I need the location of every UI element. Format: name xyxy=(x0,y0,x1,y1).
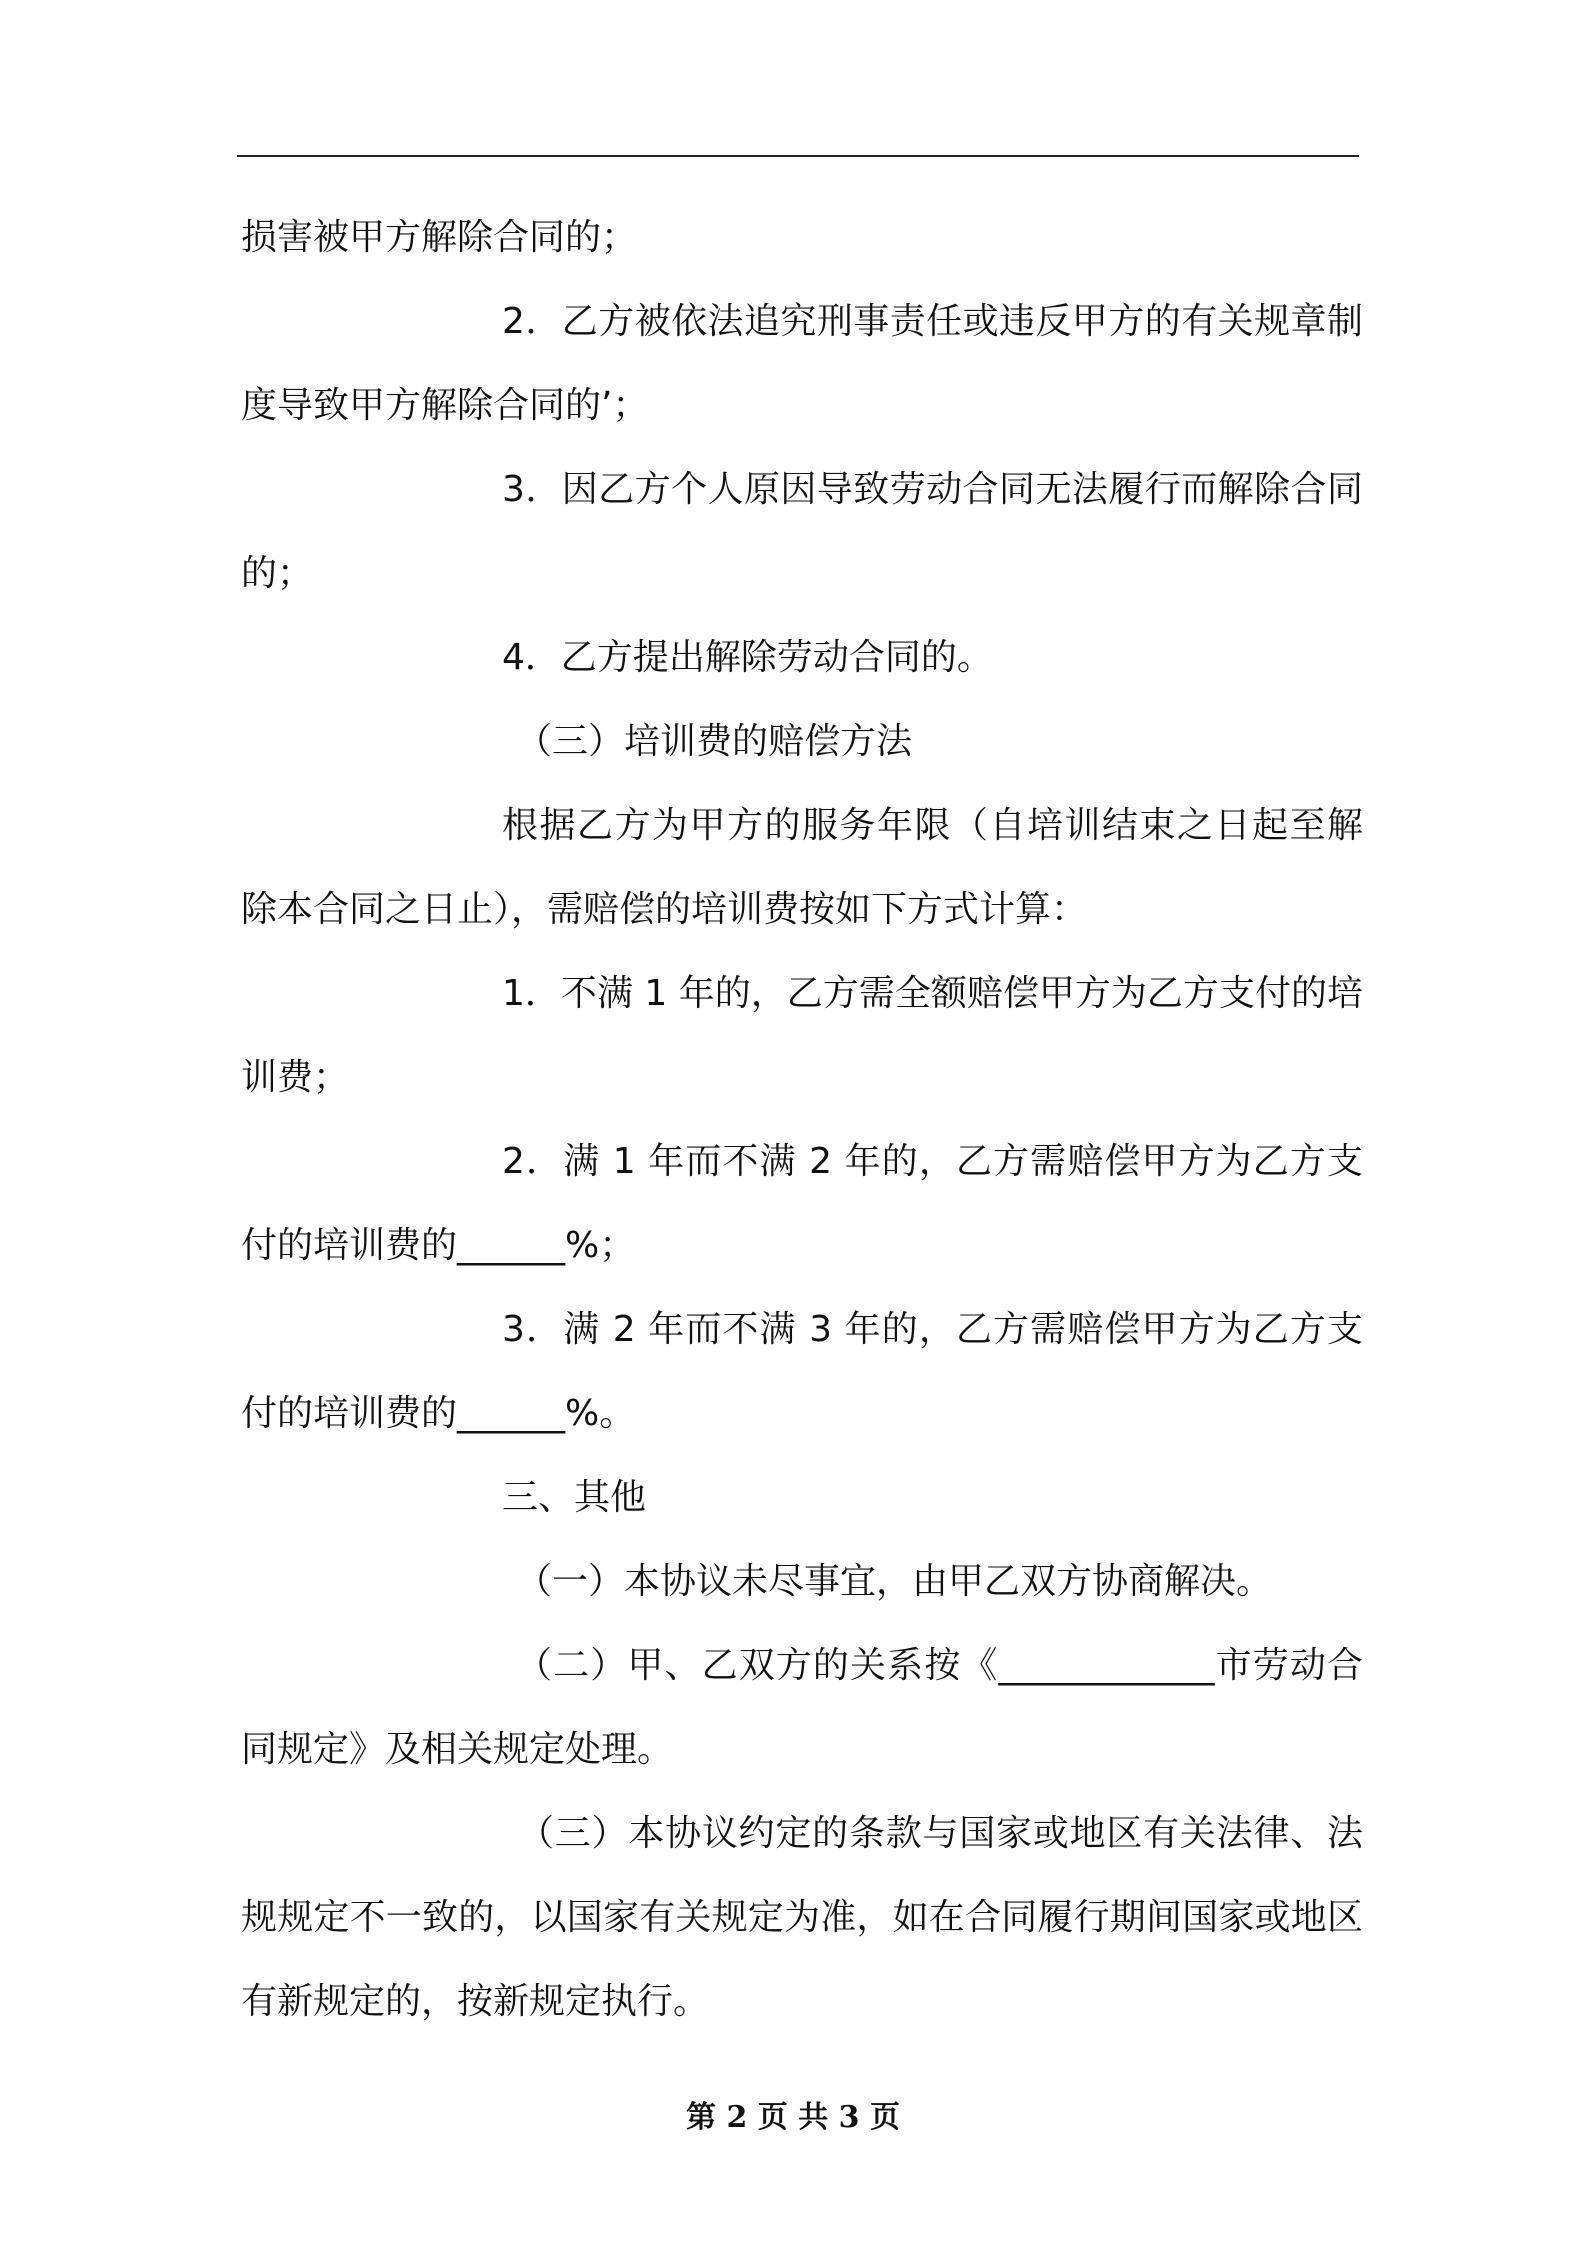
section-heading-other: 三、其他 xyxy=(502,1477,647,1518)
section-heading-compensation-method: （三）培训费的赔偿方法 xyxy=(516,721,913,762)
paragraph-item-3-personal-reason: 3．因乙方个人原因导致劳动合同无法履行而解除合同的； xyxy=(241,469,1363,594)
paragraph-rule-1-to-2-years: 2．满 1 年而不满 2 年的，乙方需赔偿甲方为乙方支付的培训费的______%； xyxy=(241,1141,1363,1266)
paragraph-item-4-resignation: 4．乙方提出解除劳动合同的。 xyxy=(502,637,993,678)
paragraph-rule-under-1-year: 1．不满 1 年的，乙方需全额赔偿甲方为乙方支付的培训费； xyxy=(241,973,1363,1098)
document-body xyxy=(241,196,1363,2044)
paragraph-other-1: （一）本协议未尽事宜，由甲乙双方协商解决。 xyxy=(516,1561,1273,1602)
paragraph-rule-2-to-3-years: 3．满 2 年而不满 3 年的，乙方需赔偿甲方为乙方支付的培训费的______%。 xyxy=(241,1309,1363,1434)
header-rule xyxy=(237,155,1359,157)
page-number-footer: 第 2 页 共 3 页 xyxy=(686,2100,900,2135)
paragraph-item-2-criminal-liability: 2．乙方被依法追究刑事责任或违反甲方的有关规章制度导致甲方解除合同的’； xyxy=(241,301,1363,426)
paragraph-other-3: （三）本协议约定的条款与国家或地区有关法律、法规规定不一致的，以国家有关规定为准，如在合同履行期间国家或地区有新规定的，按新规定执行。 xyxy=(241,1813,1363,2022)
paragraph-service-years: 根据乙方为甲方的服务年限（自培训结束之日起至解除本合同之日止），需赔偿的培训费按如下方式计算： xyxy=(241,805,1363,930)
paragraph-continuation: 损害被甲方解除合同的； xyxy=(241,217,638,258)
paragraph-other-2: （二）甲、乙双方的关系按《____________市劳动合同规定》及相关规定处理。 xyxy=(241,1645,1363,1770)
